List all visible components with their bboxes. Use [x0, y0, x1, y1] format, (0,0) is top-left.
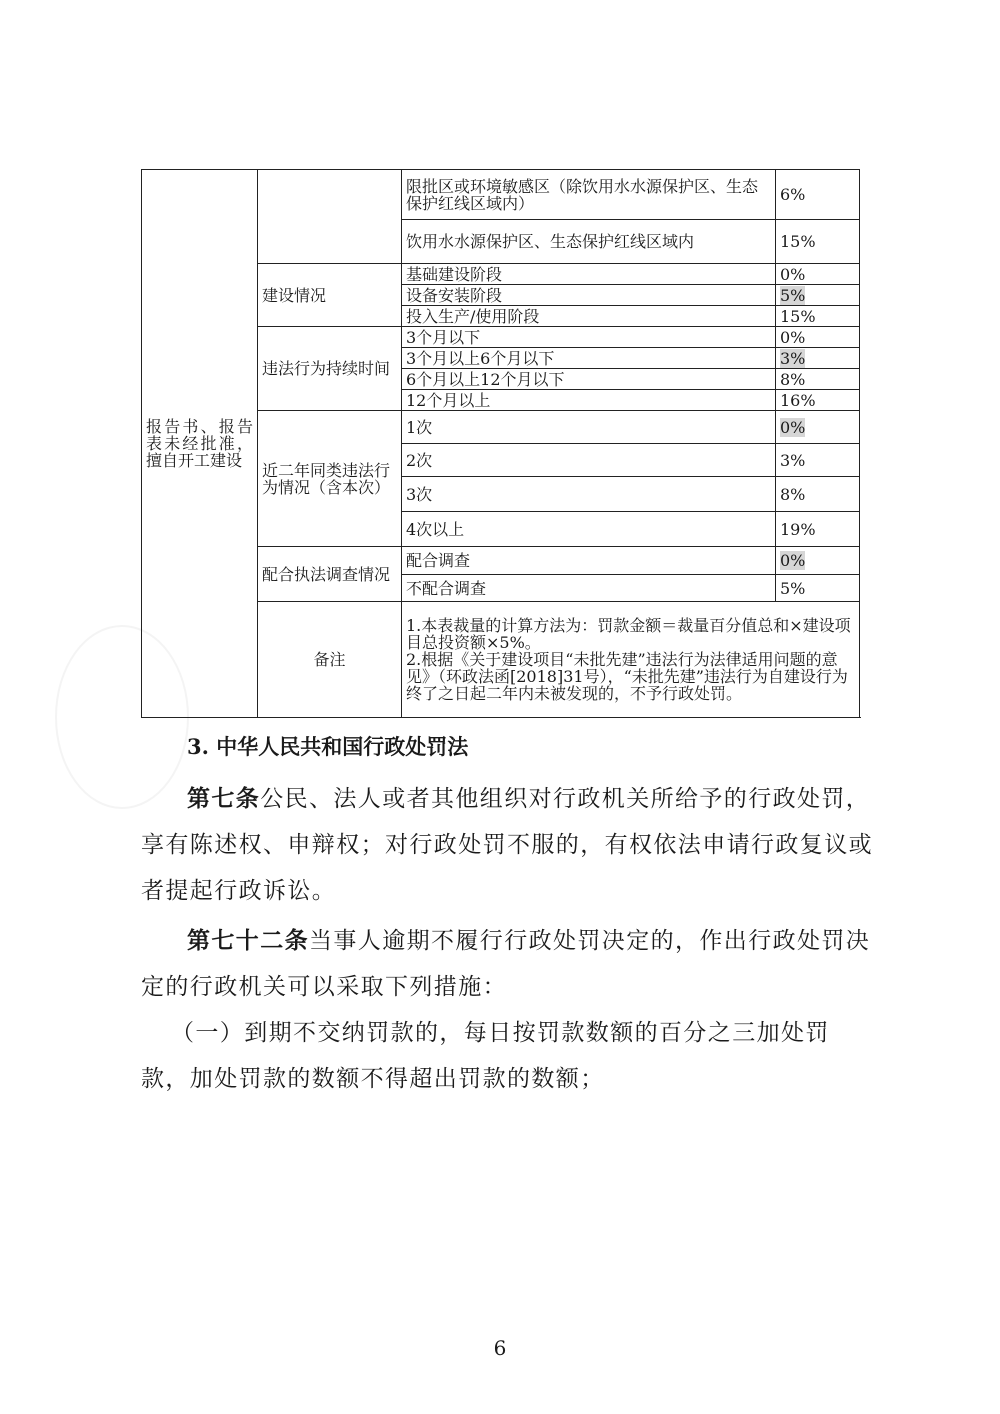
row-desc: 6个月以上12个月以下 — [402, 369, 776, 390]
row-desc: 不配合调查 — [402, 575, 776, 602]
row-pct: 0% — [776, 264, 860, 285]
row-desc: 4次以上 — [402, 512, 776, 547]
row-desc: 设备安装阶段 — [402, 285, 776, 306]
zone-pct: 15% — [776, 220, 860, 264]
group-label: 配合执法调查情况 — [258, 547, 402, 602]
row-desc: 基础建设阶段 — [402, 264, 776, 285]
row-desc: 3个月以上6个月以下 — [402, 348, 776, 369]
article-title: 第七条 — [187, 785, 261, 812]
row-desc: 2次 — [402, 444, 776, 477]
group-label: 近二年同类违法行为情况（含本次） — [258, 411, 402, 547]
remarks-content — [402, 602, 860, 718]
row-desc: 3次 — [402, 477, 776, 512]
row-pct: 5% — [776, 575, 860, 602]
group-label: 建设情况 — [258, 264, 402, 327]
row-desc: 12个月以上 — [402, 390, 776, 411]
row-pct: 0% — [776, 327, 860, 348]
zone-pct: 6% — [776, 170, 860, 220]
remark-2: 2.根据《关于建设项目“未批先建”违法行为法律适用问题的意见》（环政法函[2018]31号），“未批先建”违法行为自建设行为终了之日起二年内未被发现的，不予行政处罚。 — [406, 650, 848, 703]
clause-1: （一）到期不交纳罚款的，每日按罚款数额的百分之三加处罚款，加处罚款的数额不得超出罚款的数额； — [141, 1020, 830, 1092]
highlighted-pct: 0% — [780, 417, 806, 437]
section-heading: 3. 中华人民共和国行政处罚法 — [187, 734, 469, 759]
article-7 — [141, 776, 875, 914]
row-desc: 3个月以下 — [402, 327, 776, 348]
factor-label: 报告书、报告表未经批准，擅自开工建设 — [142, 170, 258, 718]
row-pct: 16% — [776, 390, 860, 411]
row-pct: 15% — [776, 306, 860, 327]
row-pct — [776, 285, 860, 306]
row-pct — [776, 411, 860, 444]
remarks-label: 备注 — [258, 602, 402, 718]
penalty-discretion-table — [141, 169, 859, 718]
row-pct — [776, 547, 860, 575]
remark-1: 1.本表裁量的计算方法为：罚款金额＝裁量百分值总和×建设项目总投资额×5%。 — [406, 616, 851, 652]
highlighted-pct: 3% — [780, 348, 806, 368]
row-desc: 配合调查 — [402, 547, 776, 575]
row-pct: 8% — [776, 477, 860, 512]
zone-desc: 限批区或环境敏感区（除饮用水水源保护区、生态保护红线区域内） — [402, 170, 776, 220]
zone-desc: 饮用水水源保护区、生态保护红线区域内 — [402, 220, 776, 264]
article-text: 当事人逾期不履行行政处罚决定的，作出行政处罚决定的行政机关可以采取下列措施： — [141, 928, 871, 1000]
row-desc: 1次 — [402, 411, 776, 444]
article-text: 公民、法人或者其他组织对行政机关所给予的行政处罚，享有陈述权、申辩权；对行政处罚不服的，有权依法申请行政复议或者提起行政诉讼。 — [141, 786, 873, 904]
row-pct — [776, 348, 860, 369]
group-label: 违法行为持续时间 — [258, 327, 402, 411]
row-desc: 投入生产/使用阶段 — [402, 306, 776, 327]
row-pct: 8% — [776, 369, 860, 390]
zone-category-cell — [258, 170, 402, 264]
highlighted-pct: 5% — [780, 285, 806, 305]
row-pct: 19% — [776, 512, 860, 547]
article-title: 第七十二条 — [187, 927, 309, 954]
row-pct: 3% — [776, 444, 860, 477]
article-72 — [141, 918, 875, 1010]
highlighted-pct: 0% — [780, 551, 806, 570]
page-number: 6 — [493, 1336, 507, 1360]
